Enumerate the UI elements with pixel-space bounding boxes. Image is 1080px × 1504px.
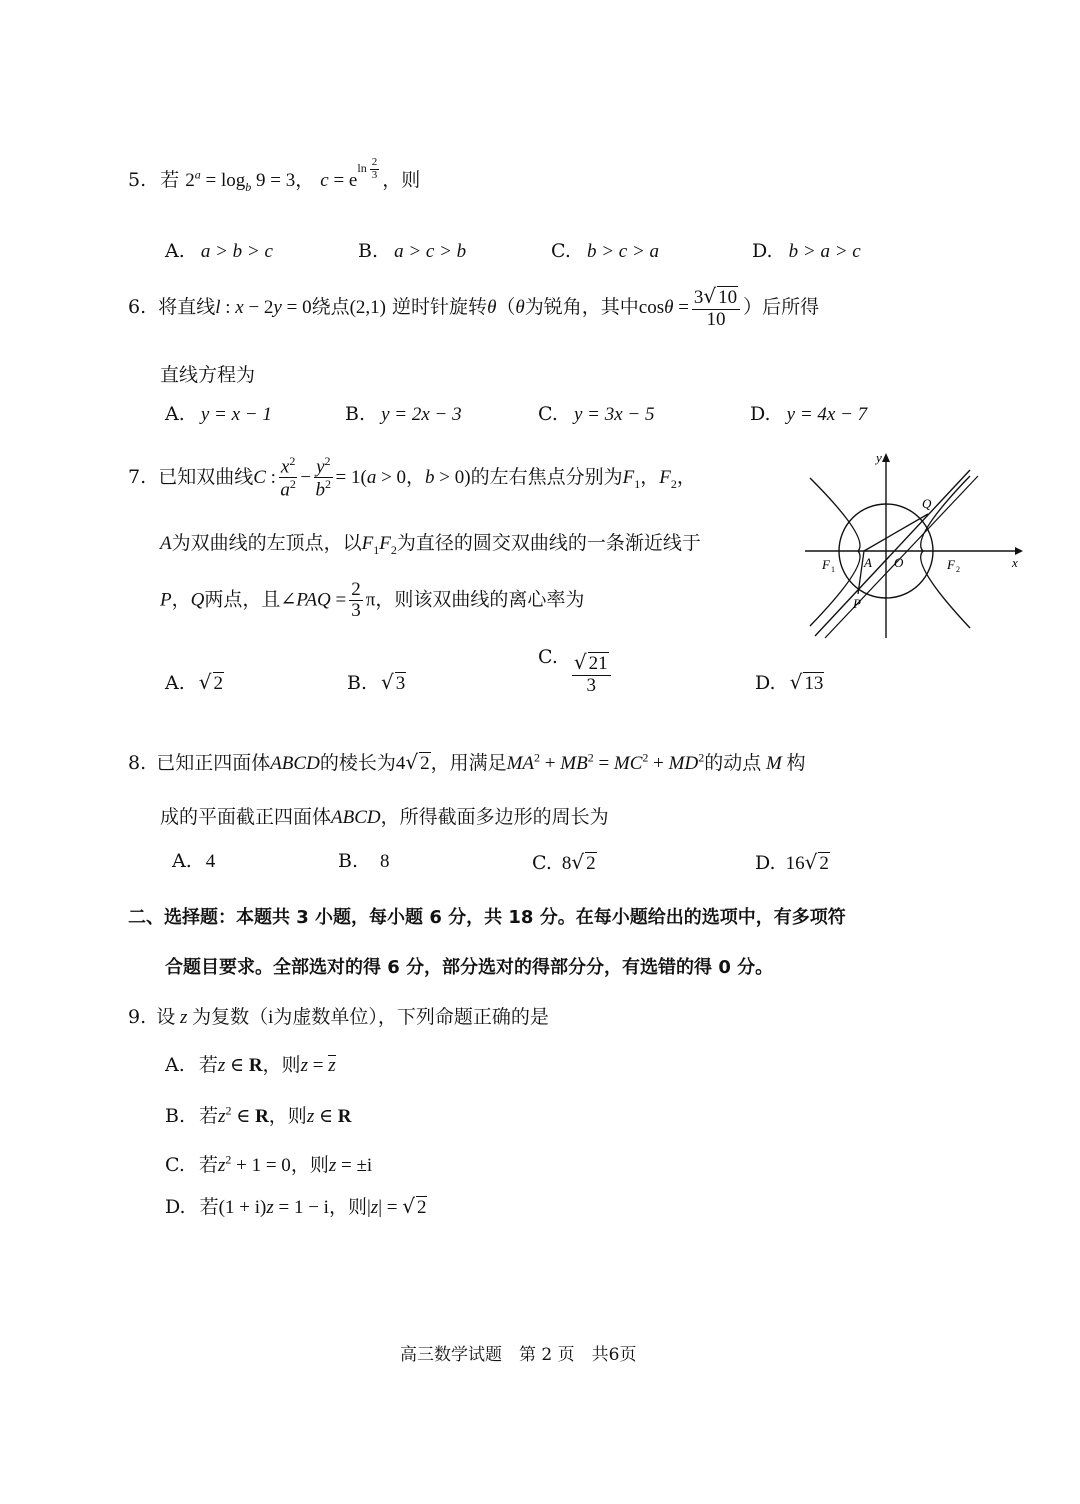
label-f1-sub: 1 [831,565,835,574]
q9-option-a[interactable]: A. 若z ∈ R，则z = z [165,1054,336,1076]
q8-option-d[interactable]: D. 16√ 2 [755,850,829,874]
q5-option-c[interactable]: C. b > c > a [551,240,660,262]
segment-aq [864,514,928,551]
q5-eq2: $c = e^{ln \frac{2}{3}}$ [320,156,378,191]
q5-eq1: $2^a = \log_b 9 = 3$ [185,167,296,194]
q7-option-b[interactable]: B. √ 3 [347,670,406,694]
section-2-heading: 二、选择题：本题共 3 小题，每小题 6 分，共 18 分。在每小题给出的选项中，有多项符 [128,907,846,928]
label-a: A [864,555,872,570]
asymptote-line [815,470,970,636]
label-f2: F [947,557,955,572]
label-f1: F [822,557,830,572]
q7-stem-line1: 7. 已知双曲线C : $\frac{x^2}{a^2}$ − $\frac{y^2}{b^2}$ = 1(a > 0，b > 0)的左右焦点分别为$F_1$，$F_2$， [128,454,696,501]
q5-number: 5. [128,169,147,191]
q9-option-b[interactable]: B. 若$z^2$ ∈ R，则z ∈ R [165,1103,352,1127]
label-q: Q [922,496,932,511]
section-2-heading-line2: 合题目要求。全部选对的得 6 分，部分选对的得部分分，有选错的得 0 分。 [165,957,774,978]
y-axis-arrow [882,453,890,462]
q6-line2: 直线方程为 [160,364,256,386]
q8-option-a[interactable]: A. 4 [172,850,216,872]
label-f2-sub: 2 [956,565,960,574]
page-footer: 高三数学试题 第 2 页 共6页 [400,1345,637,1365]
q9-number: 9. [128,1006,147,1028]
q8-stem-line1: 8. 已知正四面体ABCD的棱长为4√ 2，用满足$MA^2 + MB^2 = MC^2 + MD^2$的动点 M 构 [128,750,806,774]
q8-option-c[interactable]: C. 8√ 2 [532,850,596,874]
q6-option-d[interactable]: D. y = 4x − 7 [750,403,868,425]
label-x: x [1012,555,1018,570]
q7-stem-line2: A为双曲线的左顶点，以$F_1F_2$为直径的圆交双曲线的一条渐近线于 [160,532,701,557]
q6-number: 6. [128,295,147,318]
label-y: y [876,450,882,465]
label-p: P [853,596,861,611]
q9-option-c[interactable]: C. 若$z^2 + 1 = 0$，则z = ±i [165,1152,373,1176]
q5-stem: 5. 若 $2^a = \log_b 9 = 3$， $c = e^{ln \frac{2}{3}}$ ，则 [128,156,421,194]
q9-option-d[interactable]: D. 若(1 + i)z = 1 − i，则|z| = √ 2 [165,1194,427,1218]
q7-stem-line3: P，Q两点，且∠PAQ = $\frac{2}{3}$ π，则该双曲线的离心率为 [160,579,585,621]
q7-option-d[interactable]: D. √ 13 [755,670,824,694]
x-axis-arrow [1015,547,1023,555]
q8-option-b[interactable]: B. 8 [338,850,390,872]
q6-option-b[interactable]: B. y = 2x − 3 [345,403,462,425]
q9-stem: 9. 设 z 为复数（i为虚数单位），下列命题正确的是 [128,1006,549,1028]
q8-stem-line2: 成的平面截正四面体ABCD，所得截面多边形的周长为 [160,806,609,828]
q5-option-d[interactable]: D. b > a > c [752,240,861,262]
q7-option-a[interactable]: A. √ 2 [165,670,224,694]
q5-option-a[interactable]: A. a > b > c [165,240,273,262]
q6-option-a[interactable]: A. y = x − 1 [165,403,272,425]
label-o: O [894,555,904,570]
q7-hyperbola-figure [800,448,1030,643]
q7-number: 7. [128,465,147,488]
q5-option-b[interactable]: B. a > c > b [358,240,467,262]
q7-option-c[interactable]: C. $\frac{√ 21}{3}$ [538,652,614,696]
q6-option-c[interactable]: C. y = 3x − 5 [538,403,655,425]
q8-number: 8. [128,752,147,774]
q6-stem: 6. 将直线l : x − 2y = 0绕点(2,1) 逆时针旋转θ（θ为锐角，其中cosθ = $\frac{3√ 10}{10}$ ）后所得 [128,284,820,330]
